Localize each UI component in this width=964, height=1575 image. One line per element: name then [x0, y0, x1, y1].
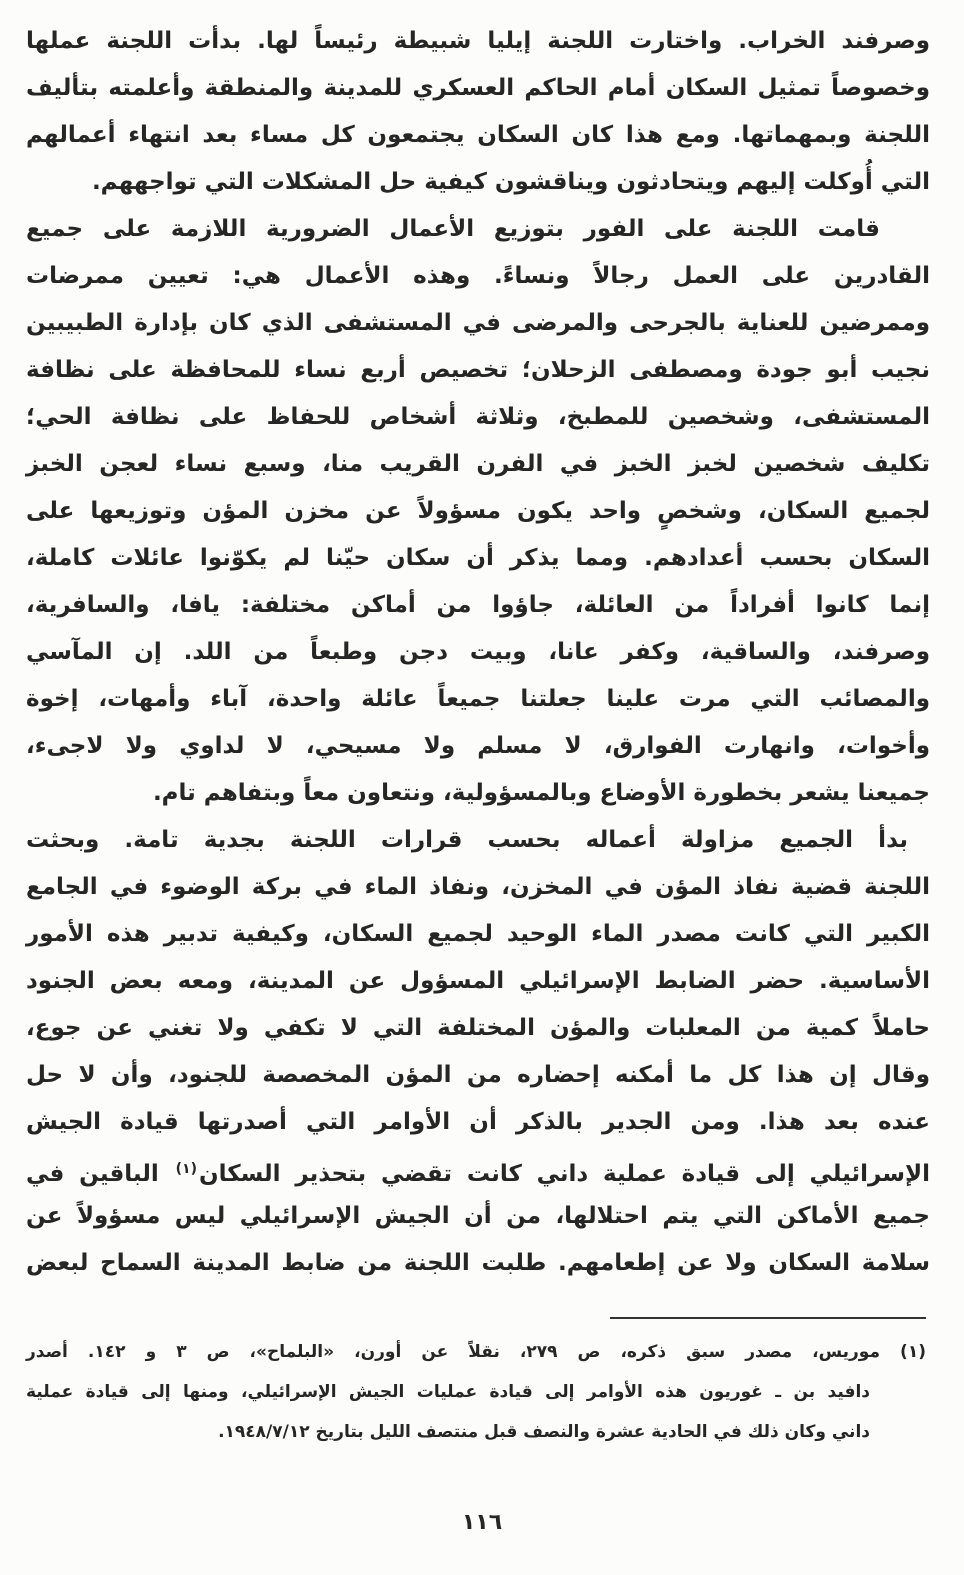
page-number: ١١٦ [461, 1510, 503, 1535]
text-line: وصرفند، والساقية، وكفر عانا، وبيت دجن وطبعاً من اللد. إن المآسي [26, 639, 930, 665]
text-line: اللجنة وبمهماتها. ومع هذا كان السكان يجتمعون كل مساء بعد انتهاء أعمالهم [26, 122, 930, 148]
text-line: وصرفند الخراب. واختارت اللجنة إيليا شبيطة رئيساً لها. بدأت اللجنة عملها [26, 28, 930, 54]
text-line: المستشفى، وشخصين للمطبخ، وثلاثة أشخاص للحفاظ على نظافة الحي؛ [26, 404, 930, 430]
text-line: وأخوات، وانهارت الفوارق، لا مسلم ولا مسيحي، لا لداوي ولا لاجىء، [26, 733, 930, 759]
footnote-separator [610, 1317, 926, 1319]
text-line: اللجنة قضية نفاذ المؤن في المخزن، ونفاذ الماء في بركة الوضوء في الجامع [26, 874, 930, 900]
footnote-marker[interactable]: (١) [175, 1161, 197, 1177]
text-line: والمصائب التي مرت علينا جعلتنا جميعاً عائلة واحدة، آباء وأمهات، إخوة [26, 686, 930, 712]
text-segment: الإسرائيلي إلى قيادة عملية داني كانت تقضي بتحذير السكان [198, 1161, 930, 1187]
text-line: الأساسية. حضر الضابط الإسرائيلي المسؤول عن المدينة، ومعه بعض الجنود [26, 968, 930, 994]
text-line: لجميع السكان، وشخصٍ واحد يكون مسؤولاً عن مخزن المؤن وتوزيعها على [26, 498, 930, 524]
text-line: وممرضين للعناية بالجرحى والمرضى في المستشفى الذي كان بإدارة الطبيبين [26, 310, 930, 336]
text-line: جميع الأماكن التي يتم احتلالها، من أن الجيش الإسرائيلي ليس مسؤولاً عن [26, 1203, 930, 1229]
text-line: السكان بحسب أعدادهم. ومما يذكر أن سكان حيّنا لم يكوّنوا عائلات كاملة، [26, 545, 930, 571]
text-line: عنده بعد هذا. ومن الجدير بالذكر أن الأوامر التي أصدرتها قيادة الجيش [26, 1109, 930, 1135]
text-line: جميعنا يشعر بخطورة الأوضاع وبالمسؤولية، ونتعاون معاً وبتفاهم تام. [152, 780, 930, 806]
footnote-line: دافيد بن ـ غوريون هذه الأوامر إلى قيادة عمليات الجيش الإسرائيلي، ومنها إلى قيادة عملية [26, 1382, 870, 1402]
text-line: تكليف شخصين لخبز الخبز في الفرن القريب منا، وسبع نساء لعجن الخبز [26, 451, 930, 477]
text-line: قامت اللجنة على الفور بتوزيع الأعمال الضرورية اللازمة على جميع [26, 216, 880, 242]
text-line-with-footnote [26, 1146, 930, 1193]
footnote-line: داني وكان ذلك في الحادية عشرة والنصف قبل منتصف الليل بتاريخ ١٩٤٨/٧/١٢. [218, 1422, 870, 1442]
footnotes [26, 1332, 926, 1452]
text-line: التي أُوكلت إليهم ويتحادثون ويناقشون كيفية حل المشكلات التي تواجههم. [91, 169, 930, 195]
footnote-line: (١) موريس، مصدر سبق ذكره، ص ٢٧٩، نقلاً عن أورن، «البلماح»، ص ٣ و ١٤٢. أصدر [26, 1342, 926, 1362]
text-line: سلامة السكان ولا عن إطعامهم. طلبت اللجنة من ضابط المدينة السماح لبعض [26, 1250, 930, 1276]
text-line: نجيب أبو جودة ومصطفى الزحلان؛ تخصيص أربع نساء للمحافظة على نظافة [26, 357, 930, 383]
text-line: وقال إن هذا كل ما أمكنه إحضاره من المؤن المخصصة للجنود، وأن لا حل [26, 1062, 930, 1088]
text-line: إنما كانوا أفراداً من العائلة، جاؤوا من أماكن مختلفة: يافا، والسافرية، [26, 592, 930, 618]
body-text [26, 18, 930, 1287]
text-line: القادرين على العمل رجالاً ونساءً. وهذه الأعمال هي: تعيين ممرضات [26, 263, 930, 289]
text-line: حاملاً كمية من المعلبات والمؤن المختلفة التي لا تكفي ولا تغني عن جوع، [26, 1015, 930, 1041]
text-line: بدأ الجميع مزاولة أعماله بحسب قرارات اللجنة بجدية تامة. وبحثت [26, 827, 908, 853]
text-segment: الباقين في [26, 1161, 159, 1187]
text-line: وخصوصاً تمثيل السكان أمام الحاكم العسكري للمدينة والمنطقة وأعلمته بتأليف [26, 75, 930, 101]
text-line: الكبير التي كانت مصدر الماء الوحيد لجميع السكان، وكيفية تدبير هذه الأمور [26, 921, 930, 947]
